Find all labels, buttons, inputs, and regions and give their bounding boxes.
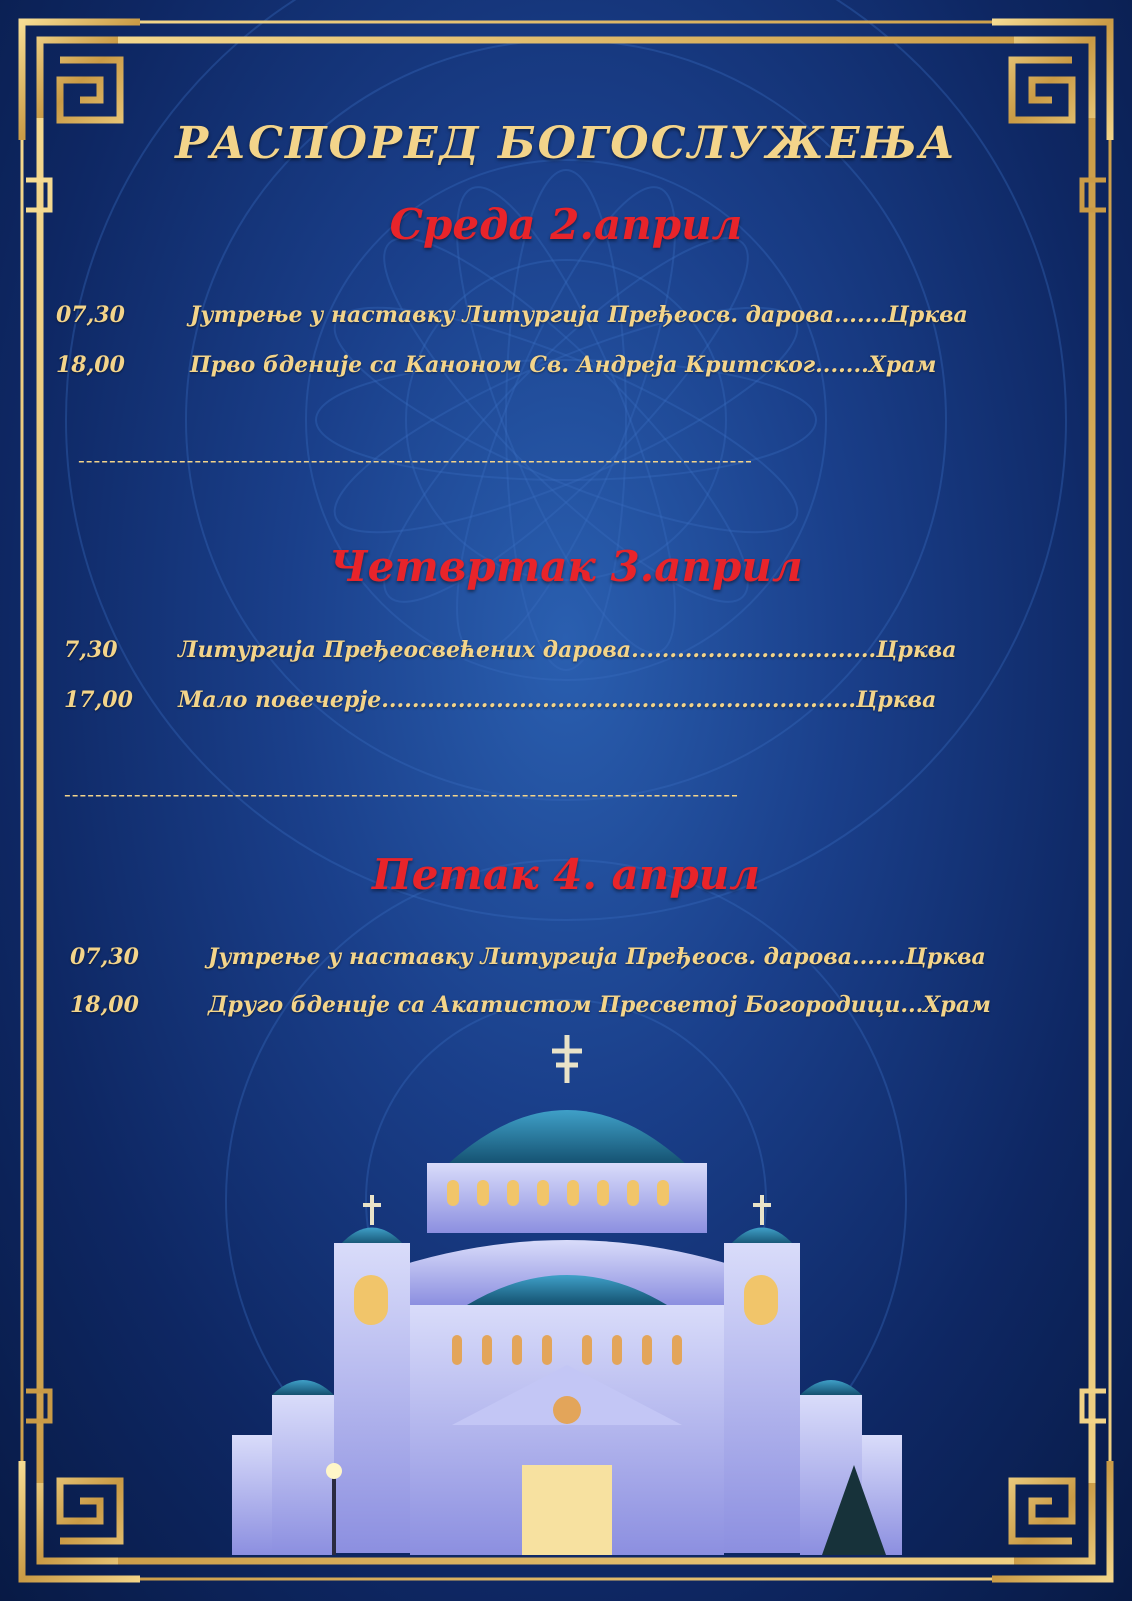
service-row: [56, 352, 937, 378]
cross-icon: [552, 1035, 582, 1083]
day-heading-wednesday: Среда 2.април: [389, 200, 743, 249]
service-time: 07,30: [70, 944, 139, 970]
service-row: [56, 302, 968, 328]
cathedral-illustration: [222, 1035, 912, 1555]
service-description: Мало повечерје..............................................................Црква: [178, 687, 937, 713]
service-row: [64, 687, 937, 713]
service-row: [70, 992, 991, 1018]
service-time: 7,30: [64, 637, 118, 663]
service-description: Литургија Пређеосвећених дарова................................Црква: [178, 637, 957, 663]
service-description: Јутрење у наставку Литургија Пређеосв. дарова.......Црква: [190, 302, 968, 328]
service-description: Друго бденије са Акатистом Пресветој Богородици...Храм: [208, 992, 991, 1018]
service-description: Прво бденије са Каноном Св. Андреја Критског.......Храм: [190, 352, 937, 378]
section-separator: ---------------------------------------------------------------------------------------: [64, 782, 739, 806]
service-time: 17,00: [64, 687, 133, 713]
service-time: 18,00: [70, 992, 139, 1018]
service-row: [64, 637, 957, 663]
section-separator: ---------------------------------------------------------------------------------------: [78, 448, 753, 472]
page-title: РАСПОРЕД БОГОСЛУЖЕЊА: [175, 118, 957, 169]
day-heading-thursday: Четвртак 3.април: [329, 542, 803, 591]
service-time: 07,30: [56, 302, 125, 328]
service-row: [70, 944, 986, 970]
service-time: 18,00: [56, 352, 125, 378]
day-heading-friday: Петак 4. април: [372, 850, 760, 899]
service-description: Јутрење у наставку Литургија Пређеосв. дарова.......Црква: [208, 944, 986, 970]
